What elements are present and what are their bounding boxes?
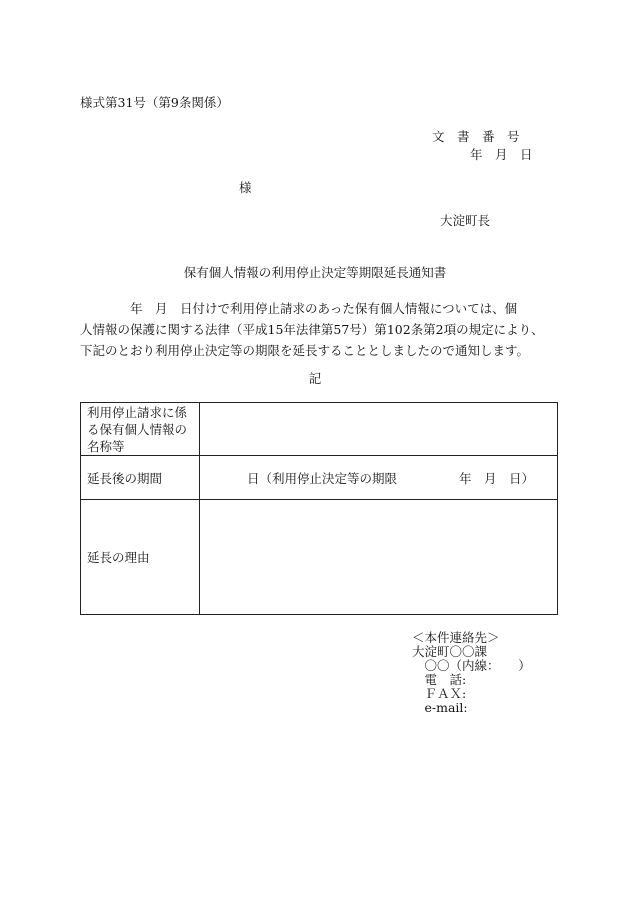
body-text	[80, 298, 562, 361]
contact-line: 電 話:	[412, 672, 467, 687]
table-row-request-info	[81, 403, 558, 456]
label-request-info	[81, 403, 200, 456]
body-line: 人情報の保護に関する法律（平成15年法律第57号）第102条第2項の規定により、	[80, 322, 544, 337]
document-number-label: 文 書 番 号	[432, 129, 520, 144]
period-text-a: 日（利用停止決定等の期限	[247, 470, 398, 486]
label-line: 利用停止請求に係	[87, 405, 188, 420]
table-row-extended-period	[81, 456, 558, 500]
info-table	[80, 402, 558, 615]
body-line: 年 月 日付けで利用停止請求のあった保有個人情報については、個	[80, 301, 518, 316]
table-row-extension-reason	[81, 500, 558, 615]
contact-line: ＜本件連絡先＞	[412, 630, 500, 645]
label-extension-reason: 延長の理由	[81, 500, 200, 615]
form-number: 様式第31号（第9条関係）	[80, 95, 229, 110]
sender-name: 大淀町長	[440, 213, 491, 228]
contact-line: 〇〇（内線： ）	[412, 658, 531, 673]
contact-line: 大淀町〇〇課	[412, 644, 488, 659]
period-text-b: 年 月 日）	[459, 470, 535, 486]
value-extended-period	[200, 456, 558, 500]
document-date-label: 年 月 日	[470, 147, 533, 162]
contact-line: e-mail:	[412, 700, 468, 715]
value-request-info	[200, 403, 558, 456]
recipient-honorific: 様	[239, 180, 252, 195]
body-line: 下記のとおり利用停止決定等の期限を延長することとしましたので通知します。	[80, 343, 530, 358]
label-extended-period: 延長後の期間	[81, 456, 200, 500]
document-title: 保有個人情報の利用停止決定等期限延長通知書	[183, 265, 447, 280]
contact-line: ＦＡＸ:	[412, 686, 467, 701]
value-extension-reason	[200, 500, 558, 615]
contact-info	[412, 631, 531, 715]
label-line: 名称等	[87, 439, 125, 454]
label-line: る保有個人情報の	[87, 422, 188, 437]
ki-label: 記	[308, 371, 322, 386]
